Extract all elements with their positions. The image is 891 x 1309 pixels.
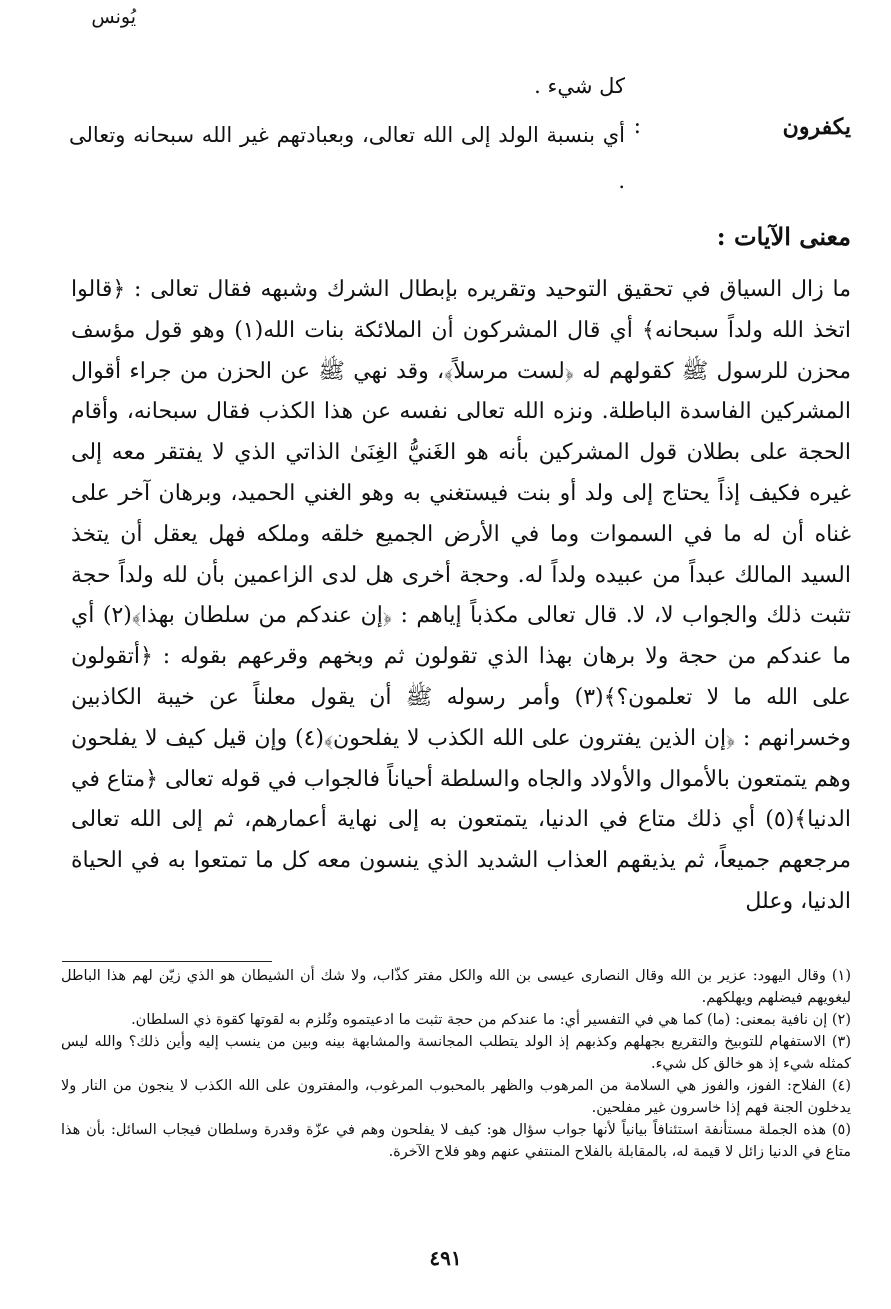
main-paragraph: ما زال السياق في تحقيق التوحيد وتقريره بإبطال الشرك وشبهه فقال تعالى : ﴿قالوا اتخذ الله ولداً سبحانه﴾ أي قال المشركون أن الملائكة بنات الله(١) وهو قول مؤسف محزن للرسول ﷺ كقولهم له ﴿لست مرسلاً﴾، وقد نهي ﷺ عن الحزن من جراء أقوال المشركين الفاسدة الباطلة. ونزه الله تعالى نفسه عن هذا الكذب فقال سبحانه، وأقام الحجة على بطلان قول المشركين بأنه هو الغَنيُّ الغِنَىٰ الذاتي الذي لا يفتقر معه إلى غيره فكيف إذاً يحتاج إلى ولد أو بنت فيستغني به وهو الغني الحميد، وبرهان آخر على غناه أن له ما في السموات وما في الأرض الجميع خلقه وملكه فهل يعقل أن يتخذ السيد المالك عبداً من عبيده ولداً له. وحجة أخرى هل لدى الزاعمين بأن لله ولداً حجة تثبت ذلك والجواب لا، لا. قال تعالى مكذباً إياهم : ﴿إن عندكم من سلطان بهذا﴾(٢) أي ما عندكم من حجة ولا برهان بهذا الذي تقولون ثم وبخهم وقرعهم بقوله : ﴿أتقولون على الله ما لا تعلمون؟﴾(٣) وأمر رسوله ﷺ أن يقول معلناً عن خيبة الكاذبين وخسرانهم : ﴿إن الذين يفترون على الله الكذب لا يفلحون﴾(٤) وإن قيل كيف لا يفلحون وهم يتمتعون بالأموال والأولاد والجاه والسلطة أحياناً فالجواب في قوله تعالى ﴿متاع في الدنيا﴾(٥) أي ذلك متاع في الدنيا، يتمتعون به إلى نهاية أعمارهم، ثم إلى الله تعالى مرجعهم جميعاً، ثم يذيقهم العذاب الشديد الذي ينسون معه كل ما تمتعوا به في الحياة الدنيا، وعلل — [71, 277, 852, 914]
definition-term: يكفرون — [782, 114, 851, 140]
footnote-separator — [62, 961, 272, 962]
page-number: ٤٩١ — [429, 1246, 462, 1270]
section-heading: معنى الآيات : — [716, 222, 851, 251]
footnote-5: (٥) هذه الجملة مستأنفة استئنافاً بيانياً لأنها جواب سؤال هو: كيف لا يفلحون وهم في عزّة وقدرة وسلطان فيجاب السائل: بأن هذا متاع في الدنيا زائل لا قيمة له، بالمقابلة بالفلاح المنتفي عنهم وهو فلاح الآخرة. — [61, 1122, 851, 1160]
main-commentary — [71, 270, 851, 923]
definition-colon: : — [633, 114, 641, 139]
footnote-1: (١) وقال اليهود: عزير بن الله وقال النصارى عيسى بن الله والكل مفتر كذّاب، ولا شك أن الشيطان هو الذي زيّن لهم هذا الباطل ليغويهم فيضلهم ويهلكهم. — [61, 968, 851, 1006]
footnote-4: (٤) الفلاح: الفوز، والفوز هي السلامة من المرهوب والظهر بالمحبوب المرغوب، والمفترون على الله الكذب لا ينجون من النار ولا يدخلون الجنة فهم إذا خاسرون غير مفلحين. — [61, 1078, 851, 1116]
definition-meaning: أي بنسبة الولد إلى الله تعالى، وبعبادتهم غير الله سبحانه وتعالى . — [69, 123, 625, 193]
footnote-2: (٢) إن نافية بمعنى: (ما) كما هي في التفسير أي: ما عندكم من حجة تثبت ما ادعيتموه وتُلزم به لقوتها كقوة ذي السلطان. — [131, 1012, 851, 1028]
definition-continuation: كل شيء . — [534, 74, 625, 98]
footnotes — [61, 965, 851, 1163]
running-header-surah-name: يُونس — [91, 6, 136, 28]
footnote-3: (٣) الاستفهام للتوبيخ والتقريع بجهلهم وكذبهم إذ الولد يتطلب المجانسة والمشابهة بينه وبين من ينسب إليه وأين ذلك؟ والله ليس كمثله شيء إذ هو خالق كل شيء. — [61, 1034, 851, 1072]
